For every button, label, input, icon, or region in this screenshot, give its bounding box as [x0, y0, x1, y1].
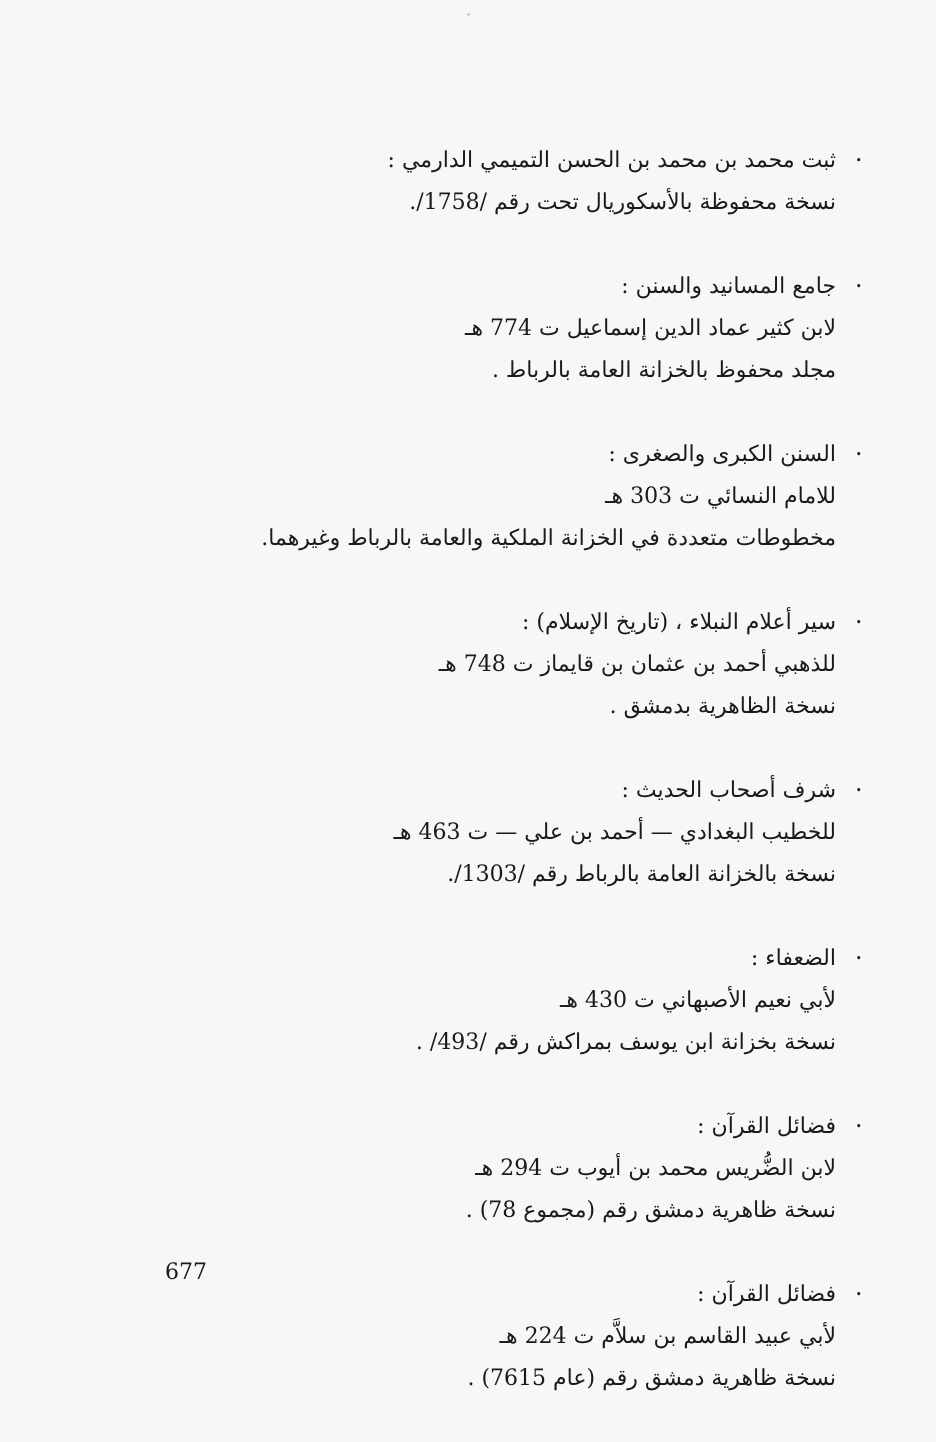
- entry-author: لابن الضُّريس محمد بن أيوب ت 294 هـ: [475, 1156, 836, 1181]
- entry-detail: نسخة محفوظة بالأسكوريال تحت رقم /1758/.: [409, 190, 836, 215]
- entry-author: للذهبي أحمد بن عثمان بن قايماز ت 748 هـ: [438, 652, 836, 677]
- entry-detail: مخطوطات متعددة في الخزانة الملكية والعامة بالرباط وغيرهما.: [261, 526, 836, 551]
- entry-title-line: [236, 770, 862, 812]
- entry-title: السنن الكبرى والصغرى :: [608, 442, 836, 467]
- bibliography-entry: [236, 140, 862, 224]
- entry-title-line: [236, 266, 862, 308]
- bibliography-entry: [236, 1274, 862, 1400]
- entry-title: جامع المسانيد والسنن :: [621, 274, 836, 299]
- entry-detail: نسخة الظاهرية بدمشق .: [609, 694, 836, 719]
- bullet-icon: •: [855, 1288, 862, 1301]
- bullet-icon: •: [855, 448, 862, 461]
- page-speck-mark: ˇ: [466, 14, 471, 25]
- bullet-icon: •: [855, 1120, 862, 1133]
- bullet-icon: •: [855, 616, 862, 629]
- entry-title: الضعفاء :: [750, 946, 836, 971]
- bibliography-list: [236, 140, 862, 1442]
- bibliography-entry: [236, 770, 862, 896]
- entry-detail: مجلد محفوظ بالخزانة العامة بالرباط .: [491, 358, 836, 383]
- bibliography-entry: [236, 434, 862, 560]
- bibliography-entry: [236, 938, 862, 1064]
- entry-title-line: [236, 602, 862, 644]
- page-number: 677: [165, 1260, 207, 1285]
- entry-author: لأبي عبيد القاسم بن سلاَّم ت 224 هـ: [499, 1324, 836, 1349]
- entry-detail: نسخة ظاهرية دمشق رقم (مجموع 78) .: [465, 1198, 836, 1223]
- entry-detail: نسخة بالخزانة العامة بالرباط رقم /1303/.: [447, 862, 836, 887]
- entry-title-line: [236, 1274, 862, 1316]
- bullet-icon: •: [855, 280, 862, 293]
- bullet-icon: •: [855, 784, 862, 797]
- entry-author: للامام النسائي ت 303 هـ: [605, 484, 836, 509]
- entry-title: فضائل القرآن :: [697, 1282, 836, 1307]
- entry-title: سير أعلام النبلاء ، (تاريخ الإسلام) :: [521, 610, 836, 635]
- entry-detail: نسخة بخزانة ابن يوسف بمراكش رقم /493/ .: [415, 1030, 836, 1055]
- entry-author: لأبي نعيم الأصبهاني ت 430 هـ: [559, 988, 836, 1013]
- entry-title: فضائل القرآن :: [697, 1114, 836, 1139]
- entry-author: للخطيب البغدادي — أحمد بن علي — ت 463 هـ: [393, 820, 836, 845]
- bibliography-entry: [236, 602, 862, 728]
- bullet-icon: •: [855, 154, 862, 167]
- entry-author: لابن كثير عماد الدين إسماعيل ت 774 هـ: [465, 316, 836, 341]
- entry-title-line: [236, 140, 862, 182]
- entry-title-line: [236, 434, 862, 476]
- entry-detail: نسخة ظاهرية دمشق رقم (عام 7615) .: [467, 1366, 836, 1391]
- bullet-icon: •: [855, 952, 862, 965]
- bibliography-entry: [236, 266, 862, 392]
- entry-title: شرف أصحاب الحديث :: [621, 778, 836, 803]
- entry-title-line: [236, 938, 862, 980]
- entry-title: ثبت محمد بن محمد بن الحسن التميمي الدارمي :: [387, 148, 836, 173]
- bibliography-entry: [236, 1106, 862, 1232]
- entry-title-line: [236, 1106, 862, 1148]
